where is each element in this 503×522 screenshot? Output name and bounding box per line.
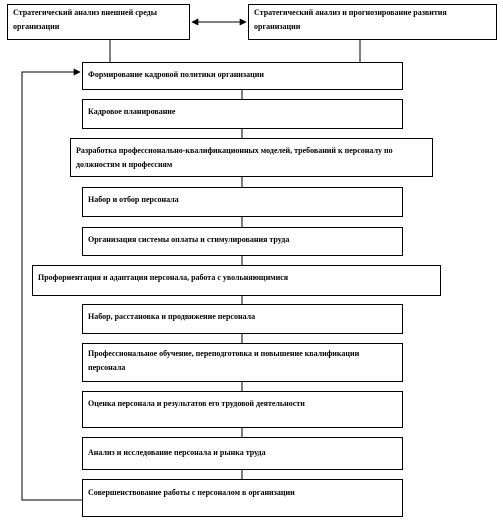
step-box	[82, 99, 403, 129]
step-label: Кадровое планирование	[88, 107, 176, 116]
step-label: Организация системы оплаты и стимулирования труда	[88, 235, 290, 244]
step-label: Профориентация и адаптация персонала, работа с увольняющимися	[38, 273, 289, 282]
step-label: Набор и отбор персонала	[88, 195, 179, 204]
step-box	[82, 343, 403, 382]
step-box	[82, 62, 403, 90]
step-box	[82, 227, 403, 256]
step-box	[82, 187, 403, 217]
step-box	[82, 391, 403, 428]
step-box	[82, 437, 403, 470]
step-label: Формирование кадровой политики организации	[88, 70, 264, 79]
internal-analysis-box	[248, 4, 497, 40]
external-analysis-label: Стратегический анализ внешней среды организации	[13, 8, 157, 31]
step-label: Набор, расстановка и продвижение персонала	[88, 312, 256, 321]
step-label: Разработка профессионально-квалификационных моделей, требований к персоналу по должностям и профессиям	[76, 146, 393, 169]
step-box	[82, 304, 403, 334]
external-analysis-box	[7, 4, 190, 40]
step-label: Оценка персонала и результатов его трудовой деятельности	[88, 399, 305, 408]
step-box	[32, 265, 441, 296]
step-box	[70, 138, 433, 177]
step-box	[82, 479, 403, 517]
step-label: Совершенствование работы с персоналом в организации	[88, 488, 295, 497]
internal-analysis-label: Стратегический анализ и прогнозирование развития организации	[254, 8, 447, 31]
step-label: Профессиональное обучение, переподготовка и повышение квалификации персонала	[88, 349, 360, 372]
step-label: Анализ и исследование персонала и рынка труда	[88, 448, 266, 457]
